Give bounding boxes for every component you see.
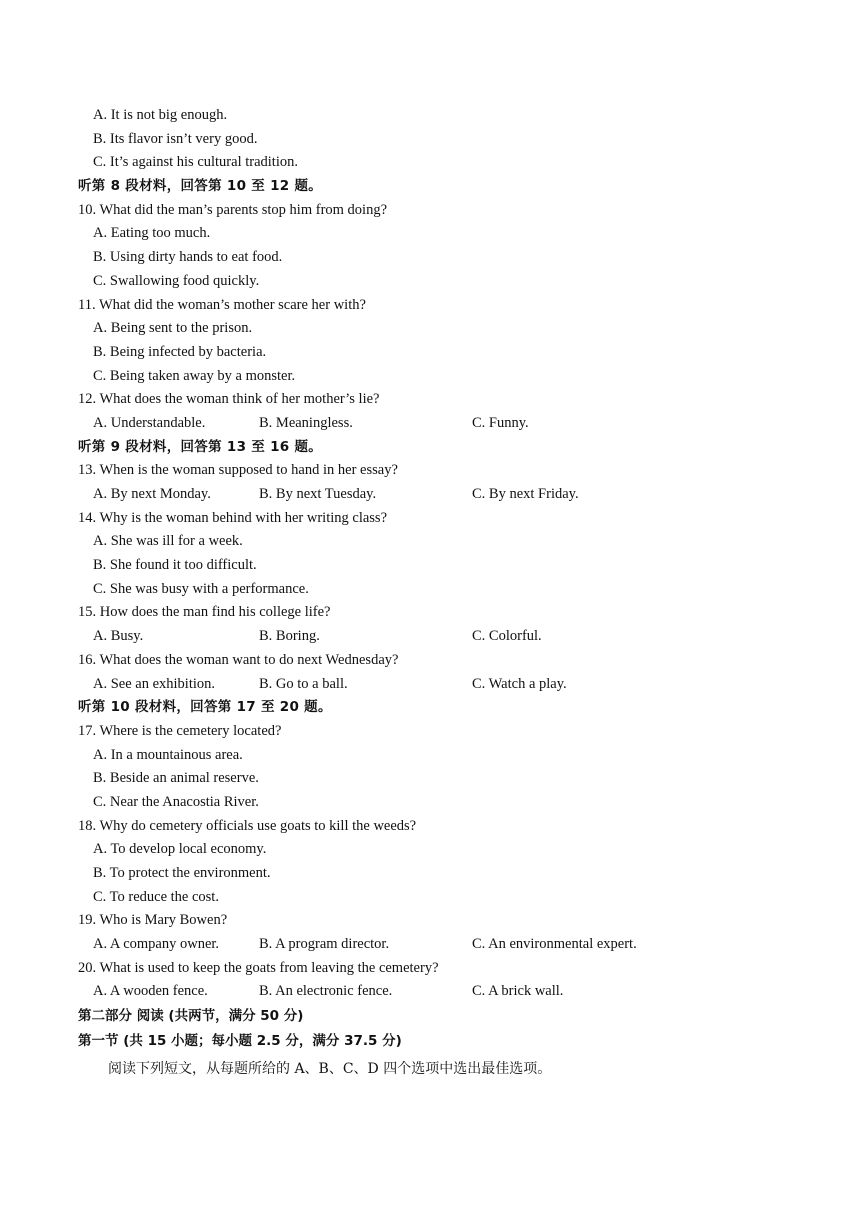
q16-option-a: A. See an exhibition. [93, 675, 216, 692]
q14-option-c: C. She was busy with a performance. [93, 580, 309, 597]
question-20: 20. What is used to keep the goats from leaving the cemetery? [78, 959, 439, 976]
question-15: 15. How does the man find his college life? [78, 604, 331, 621]
section-heading-8: 听第 8 段材料，回答第 10 至 12 题。 [78, 178, 323, 195]
q10-option-b: B. Using dirty hands to eat food. [93, 249, 283, 266]
q9-option-a: A. It is not big enough. [93, 107, 228, 123]
section-one-heading: 第一节 (共 15 小题；每小题 2.5 分，满分 37.5 分) [78, 1033, 402, 1050]
q20-options-row [78, 980, 798, 1004]
q12-option-c: C. Funny. [472, 414, 529, 431]
q18-option-c: C. To reduce the cost. [93, 888, 219, 905]
question-16: 16. What does the woman want to do next Wednesday? [78, 651, 399, 668]
q11-option-a: A. Being sent to the prison. [93, 320, 253, 337]
q13-option-b: B. By next Tuesday. [259, 486, 377, 502]
q11-option-b: B. Being infected by bacteria. [93, 343, 267, 360]
q15-option-a: A. Busy. [93, 628, 144, 645]
q9-option-c: C. It’s against his cultural tradition. [93, 154, 298, 171]
question-19: 19. Who is Mary Bowen? [78, 912, 228, 929]
question-12: 12. What does the woman think of her mother’s lie? [78, 391, 380, 408]
exam-page [78, 104, 798, 1084]
question-11: 11. What did the woman’s mother scare her with? [78, 296, 366, 313]
q15-option-c: C. Colorful. [472, 628, 542, 645]
question-17: 17. Where is the cemetery located? [78, 722, 282, 739]
question-14: 14. Why is the woman behind with her writing class? [78, 509, 388, 526]
q16-option-c: C. Watch a play. [472, 675, 567, 692]
q18-option-b: B. To protect the environment. [93, 865, 271, 881]
section-heading-9: 听第 9 段材料，回答第 13 至 16 题。 [78, 438, 323, 455]
section-heading-10: 听第 10 段材料，回答第 17 至 20 题。 [78, 699, 332, 716]
q11-option-c: C. Being taken away by a monster. [93, 367, 296, 384]
q12-options-row [78, 412, 798, 436]
q19-option-c: C. An environmental expert. [472, 936, 637, 953]
q12-option-b: B. Meaningless. [259, 414, 353, 431]
q17-option-c: C. Near the Anacostia River. [93, 793, 259, 810]
q16-options-row [78, 673, 798, 697]
q13-option-c: C. By next Friday. [472, 486, 579, 502]
question-10: 10. What did the man’s parents stop him from doing? [78, 201, 388, 218]
q10-option-a: A. Eating too much. [93, 225, 211, 242]
q18-option-a: A. To develop local economy. [93, 841, 267, 858]
question-18: 18. Why do cemetery officials use goats to kill the weeds? [78, 817, 417, 834]
part-two-heading: 第二部分 阅读 (共两节，满分 50 分) [78, 1008, 304, 1025]
q19-option-b: B. A program director. [259, 936, 390, 953]
q15-option-b: B. Boring. [259, 628, 320, 645]
q20-option-a: A. A wooden fence. [93, 983, 208, 1000]
q13-options-row [78, 483, 798, 507]
q10-option-c: C. Swallowing food quickly. [93, 272, 260, 289]
q19-option-a: A. A company owner. [93, 936, 220, 953]
q13-option-a: A. By next Monday. [93, 486, 211, 502]
q12-option-a: A. Understandable. [93, 414, 206, 431]
q20-option-b: B. An electronic fence. [259, 983, 393, 1000]
question-13: 13. When is the woman supposed to hand in her essay? [78, 462, 398, 479]
q16-option-b: B. Go to a ball. [259, 675, 348, 692]
q15-options-row [78, 625, 798, 649]
q17-option-a: A. In a mountainous area. [93, 746, 243, 763]
q19-options-row [78, 933, 798, 957]
reading-instruction: 阅读下列短文，从每题所给的 A、B、C、D 四个选项中选出最佳选项。 [108, 1061, 552, 1078]
q14-option-a: A. She was ill for a week. [93, 533, 243, 550]
q9-option-b: B. Its flavor isn’t very good. [93, 130, 258, 147]
q14-option-b: B. She found it too difficult. [93, 557, 257, 574]
q20-option-c: C. A brick wall. [472, 983, 564, 1000]
q17-option-b: B. Beside an animal reserve. [93, 770, 259, 787]
